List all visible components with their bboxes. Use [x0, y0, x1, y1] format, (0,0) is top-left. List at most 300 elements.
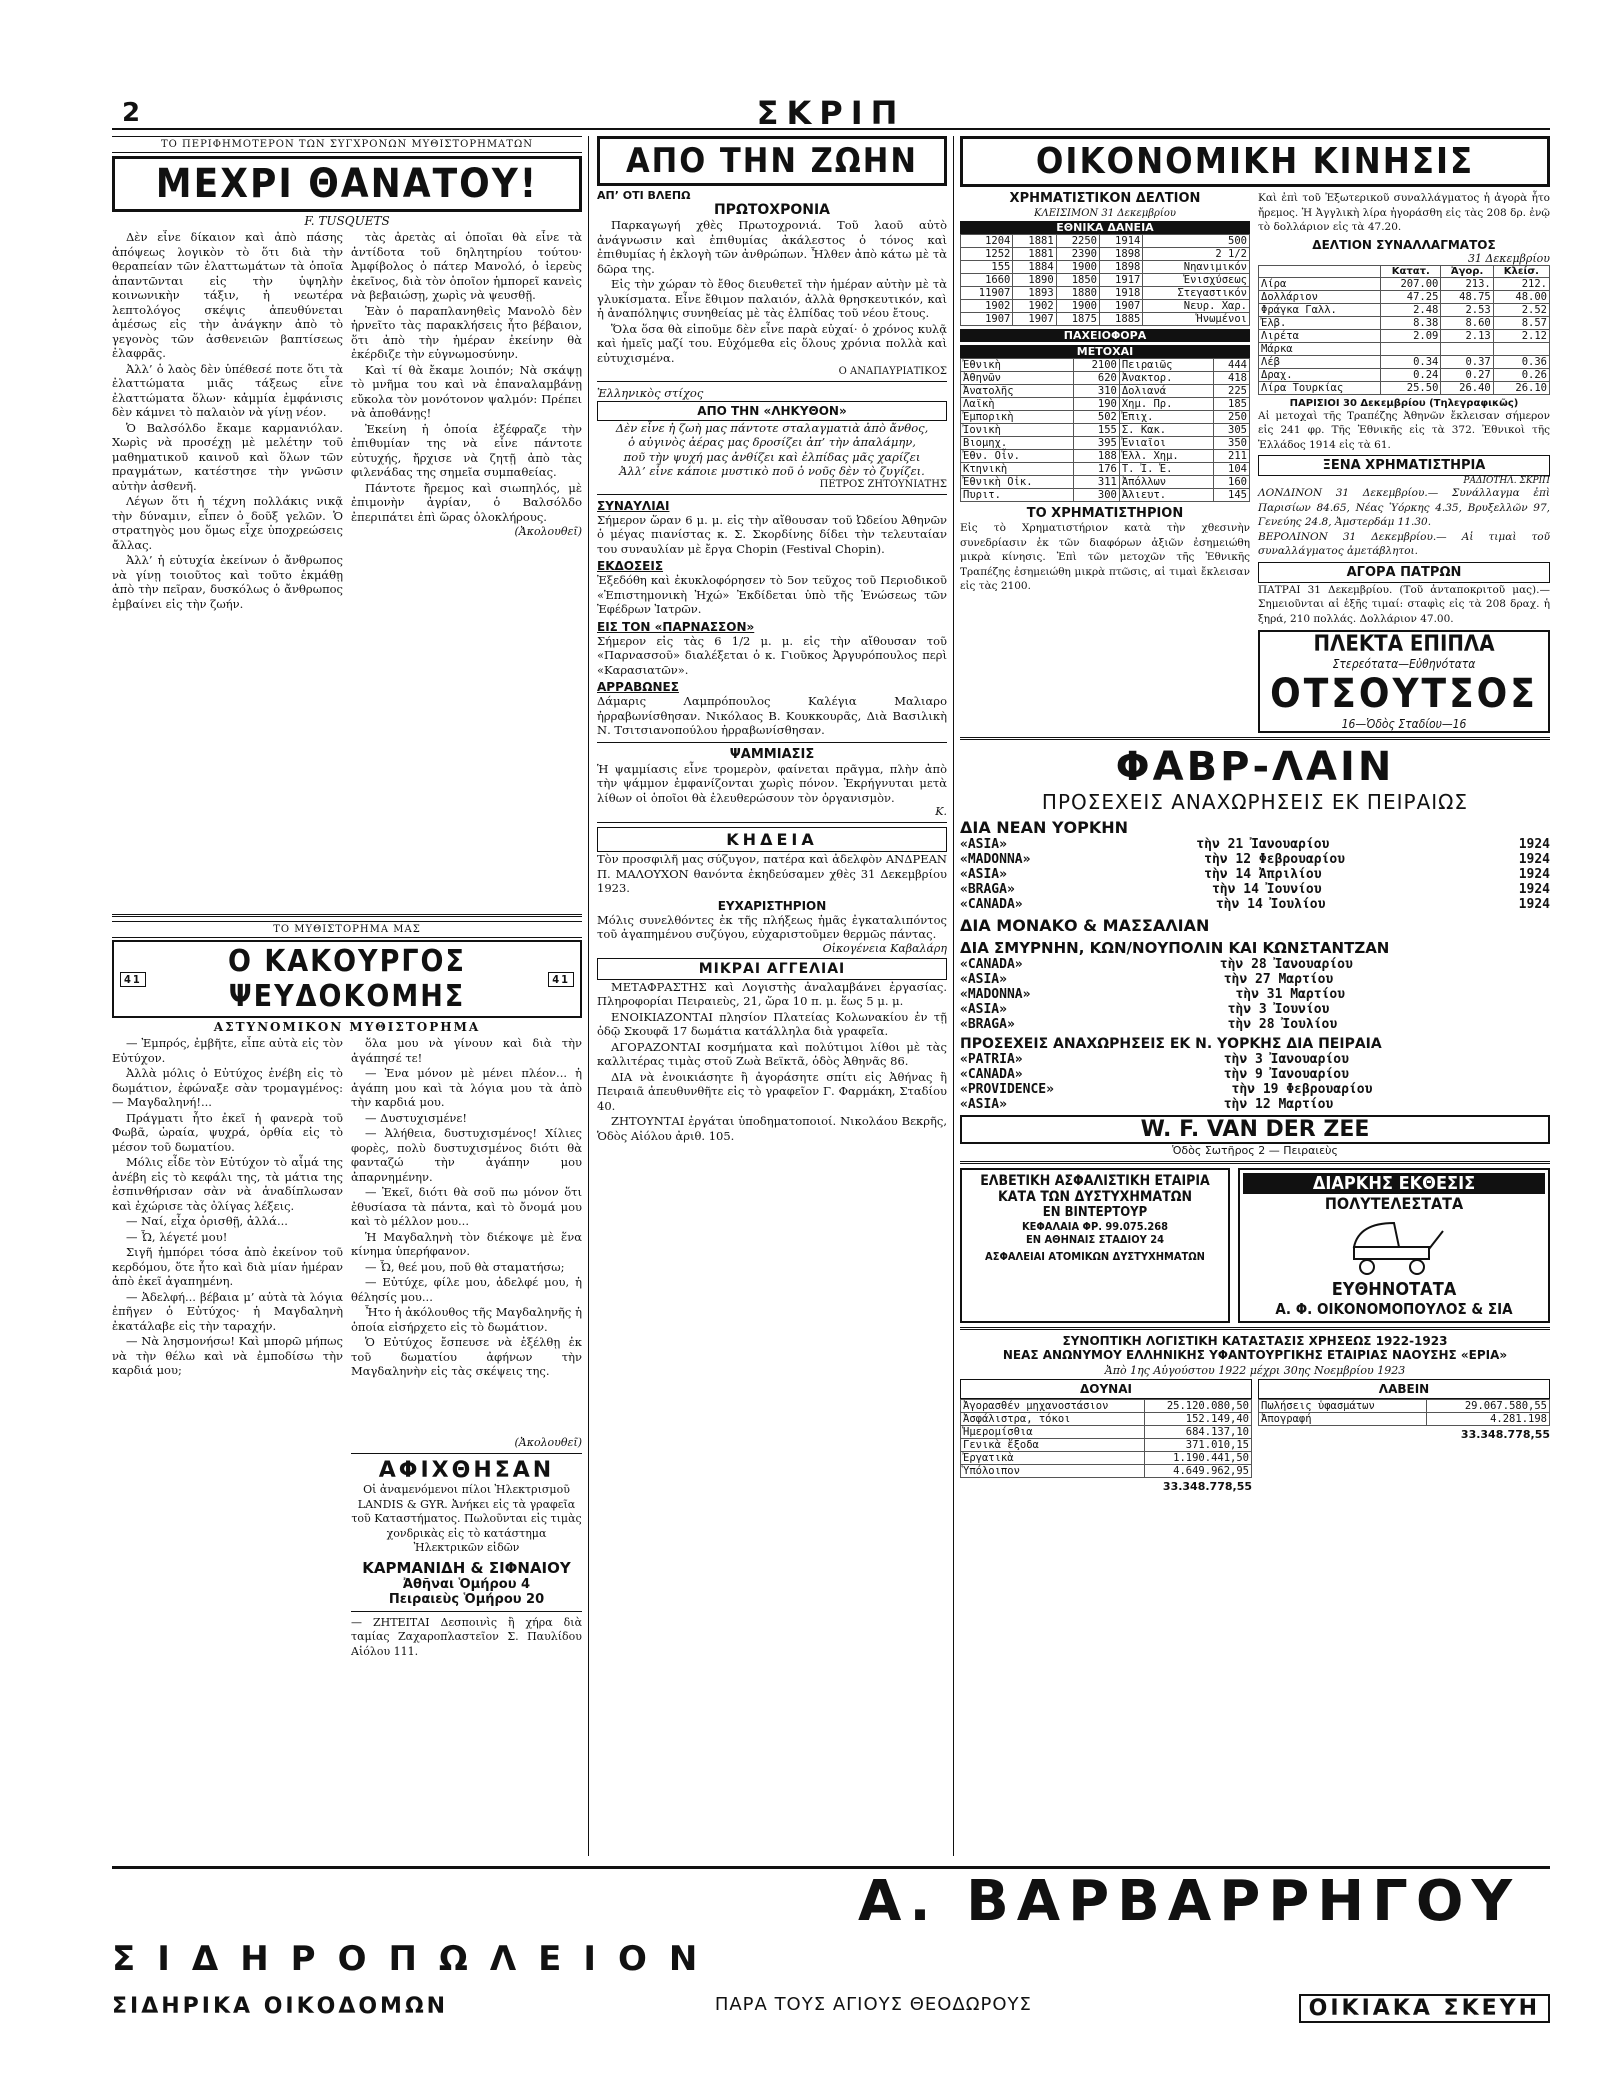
- credit-row: [1259, 1413, 1550, 1426]
- paragraph: Ἦτο ἡ ἀκόλουθος τῆς Μαγδαληνῆς ἡ ὁποία εἰσήρχετο εἰς τὸ δωμάτιον.: [351, 1305, 582, 1334]
- fx-row: [1259, 290, 1550, 303]
- balance-firm: ΝΕΑΣ ΑΝΩΝΥΜΟΥ ΕΛΛΗΝΙΚΗΣ ΥΦΑΝΤΟΥΡΓΙΚΗΣ ΕΤΑΙΡΙΑΣ ΝΑΟΥΣΗΣ «ΕΡΙΑ»: [1002, 1348, 1508, 1362]
- fx-table: [1258, 265, 1550, 395]
- table-cell: 311: [1073, 476, 1119, 489]
- table-cell: 2.09: [1381, 329, 1441, 342]
- debit-row: [961, 1426, 1252, 1439]
- newspaper-page: [112, 96, 1550, 2046]
- fx-row: [1259, 368, 1550, 381]
- table-cell: 8.60: [1441, 316, 1493, 329]
- fx-intro: Καὶ ἐπὶ τοῦ Ἐξωτερικοῦ συναλλάγματος ἡ ἀγορὰ ἦτο ἤρεμος. Ἡ Ἀγγλικὴ λίρα ἠγοράσθη εἰς τὰς 208 δρ. ἐνῷ τὸ δολλάριον εἰς τὰ 47.20.: [1258, 192, 1550, 233]
- market-title: ΤΟ ΧΡΗΜΑΤΙΣΤΗΡΙΟΝ: [1026, 506, 1184, 521]
- paragraph: Ἀλλ’ ἡ εὐτυχία ἐκείνων ὁ ἄνθρωπος νὰ γίνῃ τοιοῦτος καὶ τοῦτο ἐκμάθῃ ἀπὸ τὴν πεῖραν, δυσκόλως ὁ ἄνθρωπος ἐμβαίνει εἰς τὴν ζωήν.: [112, 553, 343, 611]
- loans-row: [961, 313, 1250, 326]
- table-cell: Ἐθνικὴ: [961, 359, 1074, 372]
- table-cell: 2.12: [1493, 329, 1549, 342]
- paragraph: — Ἀδελφή... βέβαια μ’ αὐτὰ τὰ λόγια ἐπῆγεν ὁ Εὐτύχος· ἡ Μαγδαληνὴ ἐκατάλαβε εἰς τὴν ταραχήν.: [112, 1289, 343, 1333]
- table-cell: 1875: [1056, 313, 1099, 326]
- shipping-ad: [960, 744, 1550, 1157]
- ironmonger-left: ΣΙΔΗΡΙΚΑ ΟΙΚΟΔΟΜΩΝ: [112, 1994, 449, 2019]
- insurance-title: ΕΛΒΕΤΙΚΗ ΑΣΦΑΛΙΣΤΙΚΗ ΕΤΑΙΡΙΑ: [980, 1173, 1210, 1189]
- table-cell: 25.120.080,50: [1145, 1400, 1252, 1413]
- credit-total: 33.348.778,55: [1460, 1428, 1550, 1441]
- table-cell: 26.40: [1441, 381, 1493, 394]
- sailing-row: [960, 867, 1550, 882]
- credit-row: [1259, 1400, 1550, 1413]
- table-cell: 684.137,10: [1145, 1426, 1252, 1439]
- serial-continued: (Ἀκολουθεῖ): [514, 1436, 582, 1449]
- fx-row: [1259, 277, 1550, 290]
- loans-row: [961, 287, 1250, 300]
- arrivals-address-1: Ἀθῆναι Ὁμήρου 4: [402, 1576, 531, 1592]
- route-monaco: ΔΙΑ ΜΟΝΑΚΟ & ΜΑΣΣΑΛΙΑΝ: [960, 916, 1210, 935]
- balance-sheet: [960, 1334, 1550, 1493]
- serial-body: [112, 1036, 582, 1676]
- ironmonger-firm: Α. ΒΑΡΒΑΡΡΗΓΟΥ: [858, 1869, 1520, 1934]
- shares-row: [961, 437, 1250, 450]
- table-cell: Ἐνιαῖοι: [1119, 437, 1213, 450]
- table-cell: Πυριτ.: [961, 489, 1074, 502]
- serial-title: Ο ΚΑΚΟΥΡΓΟΣ ΨΕΥΔΟΚΟΜΗΣ: [228, 944, 466, 1014]
- feature-author: F. TUSQUETS: [304, 214, 390, 228]
- paragraph: Ὁ Βαλσόλδο ἔκαμε καρμανιόλαν. Χωρὶς νὰ προσέχῃ μὲ μελέτην τοῦ μαθηματικοῦ καινοῦ καὶ ὅλων τῶν πραγμάτων, κατέστησε τὴν γνῶσιν αὐτὴν ἀσθενῆ.: [112, 420, 343, 493]
- sailing-list-from-new-york: [960, 1052, 1550, 1112]
- table-cell: 8.57: [1493, 316, 1549, 329]
- table-cell: 305: [1213, 424, 1249, 437]
- table-header: Ἀγορ.: [1441, 265, 1493, 277]
- shares-row: [961, 463, 1250, 476]
- furniture-title: ΠΛΕΚΤΑ ΕΠΙΠΛΑ: [1313, 632, 1495, 657]
- masthead: [112, 96, 1550, 130]
- paragraph: Παρκαγωγή χθὲς Πρωτοχρονιά. Τοῦ λαοῦ αὐτὸ ἀνάγνωσιν καὶ ἐπιθυμίας ἀκάλεστος ὁ τόνος καὶ ἐπιθυμίας ἡ ἐκλογὴ τῶν ἀνθρώπων. Ἦλθεν ἀπὸ κάτω μὲ τὰ δῶρα της.: [597, 218, 947, 276]
- arrivals-address-2: Πειραιεὺς Ὁμήρου 20: [388, 1591, 545, 1607]
- loans-table: [960, 234, 1250, 326]
- patras-title: ΑΓΟΡΑ ΠΑΤΡΩΝ: [1258, 562, 1550, 583]
- shipping-agent: W. F. VAN DER ZEE: [960, 1115, 1550, 1144]
- credit-table: [1258, 1399, 1550, 1426]
- exhibition-sub: ΠΟΛΥΤΕΛΕΣΤΑΤΑ: [1324, 1194, 1464, 1213]
- table-cell: 1907: [1100, 300, 1143, 313]
- shares-row: [961, 424, 1250, 437]
- table-cell: 4.281.198: [1426, 1413, 1549, 1426]
- paragraph: Μόλις εἶδε τὸν Εὐτύχον τὸ αἷμά της ἀνέβη εἰς τὸ κεφάλι της, τὰ μάτια της ἐσπινθήρισαν σὰν νὰ ἀναδίπλωσαν καὶ ἐχώρισε τὰς ὀλίγας λέξεις.: [112, 1155, 343, 1213]
- sailing-field: τὴν 12 Μαρτίου: [1223, 1097, 1334, 1112]
- table-cell: 0.24: [1381, 368, 1441, 381]
- paragraph: Πάντοτε ἤρεμος καὶ σιωπηλός, μὲ ἐπιμονὴν ἀγρίαν, ὁ Βαλσόλδο ἐπεριπάτει ἐπὶ ὥρας ὁλοκλήρους.: [351, 480, 582, 524]
- wanted-ad: — ΖΗΤΕΙΤΑΙ Δεσποινὶς ἢ χήρα διὰ ταμίας Ζαχαροπλαστεῖον Σ. Παυλίδου Αἰόλου 111.: [351, 1615, 582, 1658]
- shares-row: [961, 359, 1250, 372]
- table-cell: Ἐθν. Οἶν.: [961, 450, 1074, 463]
- table-cell: Ἐμπορικὴ: [961, 411, 1074, 424]
- paragraph: Πράγματι ἦτο ἐκεῖ ἡ φανερὰ τοῦ Φωβᾶ, ὡραία, ψυχρά, ὀρθία εἰς τὸ μέσον τοῦ δωματίου.: [112, 1110, 343, 1154]
- stock-date: ΚΛΕΙΣΙΜΟΝ 31 Δεκεμβρίου: [1034, 208, 1176, 219]
- sailing-field: «CANADA»: [960, 957, 1023, 972]
- paragraph: — Ὦ, λέγετέ μου!: [126, 1229, 228, 1244]
- paragraph: — Εὐτύχε, φίλε μου, ἀδελφέ μου, ἡ θέλησίς μου...: [351, 1275, 582, 1304]
- table-cell: 155: [1073, 424, 1119, 437]
- table-cell: 502: [1073, 411, 1119, 424]
- table-cell: [1441, 342, 1493, 355]
- loans-row: [961, 274, 1250, 287]
- table-cell: 444: [1213, 359, 1249, 372]
- paragraph: — Δυστυχισμένε!: [365, 1110, 467, 1125]
- table-cell: 1898: [1100, 261, 1143, 274]
- exhibition-title: ΔΙΑΡΚΗΣ ΕΚΘΕΣΙΣ: [1243, 1173, 1545, 1194]
- table-cell: 2.52: [1493, 303, 1549, 316]
- sailing-row: [960, 852, 1550, 867]
- shares-table: [960, 358, 1250, 502]
- table-cell: 1884: [1013, 261, 1056, 274]
- insurance-footer: ΑΣΦΑΛΕΙΑΙ ΑΤΟΜΙΚΩΝ ΔΥΣΤΥΧΗΜΑΤΩΝ: [985, 1250, 1205, 1263]
- sailing-field: «PATRIA»: [960, 1052, 1023, 1067]
- fx-row: [1259, 329, 1550, 342]
- ironmonger-kind: ΣΙΔΗΡΟΠΩΛΕΙΟΝ: [112, 1939, 720, 1979]
- shipping-title: ΦΑΒΡ-ΛΑΙΝ: [1115, 744, 1395, 790]
- table-cell: 26.10: [1493, 381, 1549, 394]
- sailing-field: τὴν 19 Φεβρουαρίου: [1231, 1082, 1373, 1097]
- economy-top: [960, 191, 1550, 733]
- table-cell: 1900: [1056, 300, 1099, 313]
- table-cell: Κτηνικὴ: [961, 463, 1074, 476]
- berlin-text: ΒΕΡΟΛΙΝΟΝ 31 Δεκεμβρίου.— Αἱ τιμαὶ τοῦ συναλλάγματος ἀμετάβλητοι.: [1258, 530, 1550, 557]
- table-cell: Ἰονικὴ: [961, 424, 1074, 437]
- ironmonger-footer: [112, 1994, 1550, 2023]
- serial-kicker: ΤΟ ΜΥΘΙΣΤΟΡΗΜΑ ΜΑΣ: [112, 921, 582, 938]
- paragraph: Καὶ τί θὰ ἔκαμε λοιπόν; Νὰ σκάψῃ τὸ μνῆμα του καὶ νὰ ἐπαναλαμβάνῃ εὔκολα τὸν μονότονον ψαλμόν: Πρέπει νὰ ἀποθάνῃς!: [351, 362, 582, 420]
- sailing-field: 1924: [1518, 867, 1550, 882]
- table-cell: 2390: [1056, 248, 1099, 261]
- table-header: Κατατ.: [1381, 265, 1441, 277]
- sailing-field: τὴν 9 Ἰανουαρίου: [1223, 1067, 1349, 1082]
- table-cell: Ἐθνικὴ Οἰκ.: [961, 476, 1074, 489]
- funeral-text: Τὸν προσφιλῆ μας σύζυγον, πατέρα καὶ ἀδελφὸν ΑΝΔΡΕΑΝ Π. ΜΑΛΟΥΧΟΝ θανόντα ἐκηδεύσαμεν χθὲς 31 Δεκεμβρίου 1923.: [597, 852, 947, 895]
- table-cell: Λίρα Τουρκίας: [1259, 381, 1381, 394]
- paragraph: — Ναί, εἶχα ὀρισθῇ, ἀλλά...: [126, 1214, 288, 1228]
- table-cell: 48.00: [1493, 290, 1549, 303]
- shares-row: [961, 385, 1250, 398]
- paragraph: — Ἐμπρός, ἐμβῆτε, εἶπε αὐτὰ εἰς τὸν Εὐτύχον.: [112, 1036, 343, 1065]
- foreign-title: ΞΕΝΑ ΧΡΗΜΑΤΙΣΤΗΡΙΑ: [1258, 455, 1550, 476]
- foreign-source: ΡΑΔΙΟΤΗΛ. ΣΚΡΙΠ: [1463, 476, 1550, 486]
- table-cell: 1902: [1013, 300, 1056, 313]
- sailing-field: τὴν 21 Ἰανουαρίου: [1196, 837, 1330, 852]
- shares-row: [961, 411, 1250, 424]
- balance-columns: [960, 1379, 1550, 1493]
- table-cell: 2100: [1073, 359, 1119, 372]
- table-cell: 1907: [1013, 313, 1056, 326]
- poem-line: ποῦ τὴν ψυχή μας ἀνθίζει καὶ ἐλπίδας μᾶς χαρίζει: [623, 449, 921, 464]
- table-cell: 1893: [1013, 287, 1056, 300]
- table-cell: 155: [961, 261, 1013, 274]
- table-cell: Ἀπόλλων: [1119, 476, 1213, 489]
- continued-note: (Ἀκολουθεῖ): [514, 525, 582, 538]
- feature-left-text: [112, 230, 343, 910]
- table-cell: 152.149,40: [1145, 1413, 1252, 1426]
- table-cell: 160: [1213, 476, 1249, 489]
- loans-row: [961, 300, 1250, 313]
- table-cell: Ἡμερομίσθια: [961, 1426, 1145, 1439]
- paragraph: Ἀλλ’ ὁ λαὸς δὲν ὑπέθεσέ ποτε ὅτι τὰ ἐλαττώματα μιᾶς τάξεως εἶνε ἐλαττώματα ὅλων· κἀμμία ἐμφάνισις δὲν κάμνει τὸ παλαιὸν νὰ γίνῃ νέον.: [112, 361, 343, 419]
- ironmonger-ad: [112, 1866, 1550, 2046]
- market-text: Εἰς τὸ Χρηματιστήριον κατὰ τὴν χθεσινὴν συνεδρίασιν ἐκ τῶν διαφόρων ἀξιῶν ἐσημειώθη μικρὰ κίνησις. Ἐπὶ τῶν μετοχῶν τῆς Ἐθνικῆς Τραπέζης ἐσημειώθη μικρὰ πτῶσις, αἱ τιμαὶ ἔκλεισαν εἰς τὰς 2100.: [960, 522, 1250, 592]
- thanks-text: Μόλις συνελθόντες ἐκ τῆς πλήξεως ἡμᾶς ἐγκαταλιπόντος τοῦ ἀγαπημένου συζύγου, εὐχαριστοῦμεν θερμῶς πάντας.: [597, 912, 947, 941]
- table-cell: 225: [1213, 385, 1249, 398]
- table-cell: Νηανιμικόν: [1143, 261, 1250, 274]
- table-cell: [1381, 342, 1441, 355]
- loans-title: ΕΘΝΙΚΑ ΔΑΝΕΙΑ: [960, 221, 1250, 234]
- table-cell: 176: [1073, 463, 1119, 476]
- exhibition-ad: [1238, 1168, 1550, 1323]
- debit-total-row: [960, 1480, 1252, 1493]
- paragraph: Ὅλα ὅσα θὰ εἰποῦμε δὲν εἶνε παρὰ εὐχαί· ὁ χρόνος κυλᾷ καὶ ἡμεῖς μαζί του. Εὐχόμεθα εἰς ὅλους χρόνια πολλὰ καὶ εὐτυχισμένα.: [597, 321, 947, 365]
- table-cell: Ἀνατολῆς: [961, 385, 1074, 398]
- paragraph: — Ἀλήθεια, δυστυχισμένος! Χίλιες φορὲς, πολὺ δυστυχισμένος διότι θὰ φανταζώ τὴν ἀγάπην μου ἀπαρνημένην.: [351, 1126, 582, 1184]
- sailing-field: «ASIA»: [960, 1097, 1007, 1112]
- sailing-field: 1924: [1518, 897, 1550, 912]
- table-cell: 185: [1213, 398, 1249, 411]
- poem-title: ΑΠΟ ΤΗΝ «ΛΗΚΥΘΟΝ»: [597, 401, 947, 421]
- poem-line: ὁ αὐγινὸς ἀέρας μας δροσίζει ἀπ’ τὴν ἀπαλάμην,: [628, 435, 916, 449]
- insurance-sub: ΚΑΤΑ ΤΩΝ ΔΥΣΤΥΧΗΜΑΤΩΝ: [997, 1189, 1193, 1205]
- patras-text: ΠΑΤΡΑΙ 31 Δεκεμβρίου. (Τοῦ ἀνταποκριτοῦ μας).— Σημειοῦνται αἱ ἑξῆς τιμαί: σταφὶς εἰς τὰ 208 δραχ. ἡ ξηρά, 210 πολλάς. Δολλάριον 47.00.: [1258, 583, 1550, 625]
- table-cell: 0.27: [1441, 368, 1493, 381]
- table-cell: 8.38: [1381, 316, 1441, 329]
- balance-title: ΣΥΝΟΠΤΙΚΗ ΛΟΓΙΣΤΙΚΗ ΚΑΤΑΣΤΑΣΙΣ ΧΡΗΣΕΩΣ 1922-1923: [1062, 1334, 1448, 1348]
- paragraph: ὅλα μου νὰ γίνουν καὶ διὰ τὴν ἀγάπησέ τε!: [351, 1036, 582, 1065]
- column-divider: [588, 136, 589, 1856]
- debit-row: [961, 1413, 1252, 1426]
- paragraph: Ὁ Εὐτύχος ἔσπευσε νὰ ἐξέλθῃ ἐκ τοῦ δωματίου ἀφήνων τὴν Μαγδαληνὴν εἰς τὰς σκέψεις της.: [351, 1335, 582, 1378]
- table-cell: 1252: [961, 248, 1013, 261]
- paragraph: Ἀλλὰ μόλις ὁ Εὐτύχος ἐνέβη εἰς τὸ δωμάτιον, ἐφώναξε σὰν τρομαγμένος: — Μαγδαληνή!...: [112, 1066, 343, 1109]
- table-cell: 0.36: [1493, 355, 1549, 368]
- sailing-field: «CANADA»: [960, 897, 1023, 912]
- table-cell: 1917: [1100, 274, 1143, 287]
- life-body: [597, 218, 947, 365]
- paragraph: Εἰς τὴν χώραν τὸ ἔθος διευθετεῖ τὴν ἡμέραν αὐτὴν μὲ τὰ γλυκίσματα. Εἶνε ἔθιμον παλαιόν, ἀλλὰ θρησκευτικόν, καὶ ἡ ἀναπόληψις συνηθείας μὲ τὰς ἐλπίδας τοῦ νέου ἔτους.: [597, 277, 947, 320]
- stock-bulletin: [960, 191, 1250, 733]
- table-cell: 0.26: [1493, 368, 1549, 381]
- shipping-agent-address: Ὁδὸς Σωτῆρος 2 — Πειραιεὺς: [1172, 1144, 1338, 1157]
- paris-text: Αἱ μετοχαὶ τῆς Τραπέζης Ἀθηνῶν ἔκλεισαν σήμερον εἰς 241 φρ. Τῆς Ἐθνικῆς εἰς τὰ 372. Ἐθνικοὶ τῆς Ἑλλάδος 1914 εἰς τὰ 61.: [1258, 409, 1550, 451]
- arrivals-firm: ΚΑΡΜΑΝΙΔΗ & ΣΙΦΝΑΙΟΥ: [362, 1558, 571, 1577]
- sailing-field: «PROVIDENCE»: [960, 1082, 1054, 1097]
- debit-total: 33.348.778,55: [1162, 1480, 1252, 1493]
- serial-title-box: [112, 940, 582, 1018]
- table-header: [1259, 265, 1381, 277]
- column-middle: [597, 136, 947, 1856]
- table-cell: Τ. Ἰ. Ἑ.: [1119, 463, 1213, 476]
- route-new-york: ΔΙΑ ΝΕΑΝ ΥΟΡΚΗΝ: [960, 818, 1129, 837]
- sailing-field: «BRAGA»: [960, 1017, 1015, 1032]
- table-cell: 2.48: [1381, 303, 1441, 316]
- furniture-address: 16—Ὁδὸς Σταδίου—16: [1341, 717, 1467, 731]
- sailing-field: «ASIA»: [960, 972, 1007, 987]
- paragraph: Δὲν εἶνε δίκαιον καὶ ἀπὸ πάσης ἀπόψεως λογικὸν τὸ ὅτι διὰ τὴν θεραπείαν τῶν ἐλαττωμάτων τὰ ὁποῖα ἀπαντῶνται εἰς τὴν ὑψηλὴν κοινωνικὴν τάξιν, ἡ νεωτέρα λεπτολόγος σκέψις ἀπευθύνεται ἀμέσως εἰς τὴν ἀνάγκην ἀπὸ τὸ γεγονὸς τῶν ἀσθενειῶν βαπτίσεως ἐλαφρᾶς.: [112, 230, 343, 360]
- table-cell: Ἑνισχύσεως: [1143, 274, 1250, 287]
- sailing-list-smyrna: [960, 957, 1550, 1032]
- table-cell: [1493, 342, 1549, 355]
- sailing-field: τὴν 28 Ἰουλίου: [1227, 1017, 1338, 1032]
- paragraph: Σιγῆ ἡμπόρει τόσα ἀπὸ ἐκείνον τοῦ κερδόμου, ὅτε ἦτο καὶ διὰ μίαν ἡμέραν ἀπὸ ἐκεῖ ἀγαπημένη.: [112, 1245, 343, 1288]
- stock-title: ΧΡΗΜΑΤΙΣΤΙΚΟΝ ΔΕΛΤΙΟΝ: [1009, 191, 1201, 206]
- insurance-address: ΕΝ ΑΘΗΝΑΙΣ ΣΤΑΔΙΟΥ 24: [1026, 1233, 1164, 1246]
- life-subhead: ΠΡΩΤΟΧΡΟΝΙΑ: [713, 202, 831, 218]
- sailing-field: «MADONNA»: [960, 852, 1031, 867]
- ironmonger-right: ΟΙΚΙΑΚΑ ΣΚΕΥΗ: [1299, 1994, 1550, 2023]
- table-cell: Ἀπογραφή: [1259, 1413, 1427, 1426]
- sailing-field: τὴν 3 Ἰανουαρίου: [1223, 1052, 1349, 1067]
- serial-left-text: [112, 1036, 343, 1676]
- sailing-row: [960, 897, 1550, 912]
- table-cell: Μάρκα: [1259, 342, 1381, 355]
- serial-number: 41: [120, 972, 146, 987]
- classified-item: ΖΗΤΟΥΝΤΑΙ ἐργάται ὑποδηματοποιοί. Νικολάου Βεκρῆς, Ὁδὸς Αἰόλου ἀριθ. 105.: [597, 1114, 947, 1143]
- sailing-row: [960, 837, 1550, 852]
- lower-ads: [960, 1168, 1550, 1323]
- ironmonger-middle: ΠΑΡΑ ΤΟΥΣ ΑΓΙΟΥΣ ΘΕΟΔΩΡΟΥΣ: [714, 1994, 1032, 2015]
- pram-icon: [1339, 1217, 1449, 1275]
- table-cell: 250: [1213, 411, 1249, 424]
- table-cell: Ὑπόλοιπον: [961, 1465, 1145, 1478]
- feature-right-text: [351, 230, 582, 910]
- poem-line: Δὲν εἶνε ἡ ζωὴ μας πάντοτε σταλαγματιὰ ἀπὸ ἄνθος,: [615, 420, 929, 435]
- paragraph: Ἡ Μαγδαληνὴ τὸν διέκοψε μὲ ἕνα κίνημα ὑπερήφανον.: [351, 1229, 582, 1258]
- table-cell: Ἀνακτορ.: [1119, 372, 1213, 385]
- sailing-field: «MADONNA»: [960, 987, 1031, 1002]
- table-cell: Χημ. Πρ.: [1119, 398, 1213, 411]
- insurance-capital: ΚΕΦΑΛΑΙΑ ΦΡ. 99.075.268: [1021, 1220, 1169, 1233]
- poem-line: Ἀλλ’ εἶνε κάποιε μυστικὸ ποῦ ὁ νοῦς δὲν τὸ ζυγίζει.: [619, 464, 925, 478]
- engagements-text: Δάμαρις Λαμπρόπουλος Καλέγια Μαλιαρο ἠρραβωνίσθησαν. Νικόλαος Β. Κουκκουρᾶς, Διὰ Βασιλικὴ Ν. Τσιτσιανοπούλου ἠρραβωνίσθησαν.: [597, 694, 947, 737]
- sailing-field: τὴν 14 Ἀπριλίου: [1204, 867, 1322, 882]
- sailing-field: «CANADA»: [960, 1067, 1023, 1082]
- thanks-signature: Οἰκογένεια Καβαλάρη: [822, 941, 947, 955]
- table-cell: 2.53: [1441, 303, 1493, 316]
- debit-row: [961, 1439, 1252, 1452]
- table-cell: 213.: [1441, 277, 1493, 290]
- column-right: [960, 136, 1550, 1856]
- table-cell: Ἐπιχ.: [1119, 411, 1213, 424]
- serial-subtitle: ΑΣΤΥΝΟΜΙΚΟΝ ΜΥΘΙΣΤΟΡΗΜΑ: [213, 1020, 481, 1034]
- sailing-row: [960, 1082, 1550, 1097]
- table-cell: Ἐλβ.: [1259, 316, 1381, 329]
- sailing-row: [960, 987, 1550, 1002]
- table-cell: 212.: [1493, 277, 1549, 290]
- exhibition-cheap: ΕΥΘΗΝΟΤΑΤΑ: [1331, 1279, 1457, 1300]
- feature-kicker: ΤΟ ΠΕΡΙΦΗΜΟΤΕΡΟΝ ΤΩΝ ΣΥΓΧΡΟΝΩΝ ΜΥΘΙΣΤΟΡΗΜΑΤΩΝ: [112, 136, 582, 153]
- table-cell: 207.00: [1381, 277, 1441, 290]
- sailing-field: «ASIA»: [960, 837, 1007, 852]
- table-cell: 47.25: [1381, 290, 1441, 303]
- table-cell: Στεγαστικόν: [1143, 287, 1250, 300]
- sailing-field: 1924: [1518, 852, 1550, 867]
- route-smyrna: ΔΙΑ ΣΜΥΡΝΗΝ, ΚΩΝ/ΝΟΥΠΟΛΙΝ ΚΑΙ ΚΩΝΣΤΑΝΤΖΑΝ: [960, 939, 1390, 957]
- insurance-ad: [960, 1168, 1230, 1323]
- table-cell: Λέβ: [1259, 355, 1381, 368]
- table-cell: Φράγκα Γαλλ.: [1259, 303, 1381, 316]
- paragraph: — Νὰ λησμονήσω! Καὶ μπορῶ μήπως νὰ τὴν θέλω καὶ νὰ ἐμποδίσω τὴν καρδιά μου;: [112, 1334, 343, 1377]
- fx-row: [1259, 381, 1550, 394]
- debit-table: [960, 1399, 1252, 1478]
- foreign-text: ΛΟΝΔΙΝΟΝ 31 Δεκεμβρίου.— Συνάλλαγμα ἐπὶ Παρισίων 84.65, Νέας Ὑόρκης 4.35, Βρυξελλῶν 97, Γενεύης 24.8, Ἀμστερδάμ 11.30.: [1258, 487, 1550, 528]
- table-cell: 0.34: [1381, 355, 1441, 368]
- sailing-row: [960, 882, 1550, 897]
- credit-title: ΛΑΒΕΙΝ: [1258, 1379, 1550, 1399]
- table-cell: Ἀθηνῶν: [961, 372, 1074, 385]
- table-cell: 1881: [1013, 248, 1056, 261]
- table-cell: Ἀγορασθέν μηχανοστάσιον: [961, 1400, 1145, 1413]
- table-cell: Δραχ.: [1259, 368, 1381, 381]
- table-cell: 395: [1073, 437, 1119, 450]
- table-cell: Λαϊκὴ: [961, 398, 1074, 411]
- table-cell: 2250: [1056, 235, 1099, 248]
- exhibition-firm: Α. Φ. ΟΙΚΟΝΟΜΟΠΟΥΛΟΣ & ΣΙΑ: [1275, 1300, 1513, 1318]
- table-cell: 371.010,15: [1145, 1439, 1252, 1452]
- shipping-sub: ΠΡΟΣΕΧΕΙΣ ΑΝΑΧΩΡΗΣΕΙΣ ΕΚ ΠΕΙΡΑΙΩΣ: [1041, 790, 1469, 814]
- column-divider: [953, 136, 954, 1856]
- classified-list: [597, 980, 947, 1144]
- psammiasis-text: Ἡ ψαμμίασις εἶνε τρομερὸν, φαίνεται πρᾶγμα, πλὴν ἀπὸ τὴν ψάμμον ἐμφανίζονται χωρὶς πόνον. Ἐκρήγνυται μετὰ λίθων οἱ ὁποῖοι θὰ ἐλευθερώσουν τὸν ὀργανισμὸν.: [597, 761, 947, 805]
- table-cell: 29.067.580,55: [1426, 1400, 1549, 1413]
- fx-area: [1258, 191, 1550, 733]
- sailing-field: «BRAGA»: [960, 882, 1015, 897]
- table-cell: Γενικὰ ἔξοδα: [961, 1439, 1145, 1452]
- table-cell: 25.50: [1381, 381, 1441, 394]
- shares-row: [961, 489, 1250, 502]
- shares-title: ΜΕΤΟΧΑΙ: [960, 345, 1250, 358]
- paragraph: — Ἐκεῖ, διότι θὰ σοῦ πω μόνον ὅτι ἐθυσίασα τὰ πάντα, καὶ τὸ ὄνομά μου καὶ τὸ μέλλον μου...: [351, 1185, 582, 1228]
- publications-title: ΕΚΔΟΣΕΙΣ: [597, 559, 664, 573]
- table-cell: 0.37: [1441, 355, 1493, 368]
- bonds-title: ΠΑΧΕΙΟΦΟΡΑ: [960, 329, 1250, 342]
- feature-title: ΜΕΧΡΙ ΘΑΝΑΤΟΥ!: [112, 156, 582, 212]
- table-cell: 145: [1213, 489, 1249, 502]
- debit-row: [961, 1400, 1252, 1413]
- serial-right: [351, 1036, 582, 1676]
- poem-lead: Ἑλληνικὸς στίχος: [597, 386, 704, 400]
- table-cell: Ἐργατικὰ: [961, 1452, 1145, 1465]
- table-cell: 1902: [961, 300, 1013, 313]
- classified-item: ΔΙΑ νὰ ἐνοικιάσητε ἢ ἀγοράσητε σπίτι εἰς Ἀθήνας ἢ Πειραιᾶ ἀπευθυνθῆτε εἰς τὸ γραφεῖον Γ. Φαρμάκη, Σταδίου 40.: [597, 1069, 947, 1113]
- credit-total-row: [1258, 1428, 1550, 1441]
- life-title: ΑΠΟ ΤΗΝ ΖΩΗΝ: [597, 136, 947, 186]
- sailing-field: τὴν 27 Μαρτίου: [1223, 972, 1334, 987]
- sailing-field: τὴν 3 Ἰουνίου: [1227, 1002, 1330, 1017]
- table-cell: Πειραιῶς: [1119, 359, 1213, 372]
- life-section: ΑΠ’ ΟΤΙ ΒΛΕΠΩ: [597, 189, 691, 202]
- furniture-ad: [1258, 630, 1550, 733]
- sailing-field: τὴν 12 Φεβρουαρίου: [1204, 852, 1346, 867]
- table-cell: 11907: [961, 287, 1013, 300]
- table-cell: 1914: [1100, 235, 1143, 248]
- parnassos-text: Σήμερον εἰς τὰς 6 1/2 μ. μ. εἰς τὴν αἴθουσαν τοῦ «Παρνασσοῦ» διαλέξεται ὁ κ. Γιοῦκος Ἀργυρόπουλος περὶ «Καρασιατῶν».: [597, 633, 947, 677]
- table-cell: 1660: [961, 274, 1013, 287]
- page-number: 2: [122, 98, 141, 128]
- sailing-field: «ASIA»: [960, 1002, 1007, 1017]
- table-cell: 1881: [1013, 235, 1056, 248]
- shares-row: [961, 450, 1250, 463]
- table-cell: 2 1/2: [1143, 248, 1250, 261]
- psammiasis-title: ΨΑΜΜΙΑΣΙΣ: [729, 746, 815, 762]
- balance-period: Ἀπὸ 1ης Αὐγούστου 1922 μέχρι 30ης Νοεμβρίου 1923: [1104, 1364, 1406, 1377]
- table-cell: Ἀσφάλιστρα, τόκοι: [961, 1413, 1145, 1426]
- psammiasis-signature: Κ.: [935, 805, 947, 818]
- paragraph: — Ἐνα μόνον μὲ μένει πλέον... ἡ ἀγάπη μου καὶ τὰ λόγια μου τὰ ἀπὸ τὴν καρδιά μου.: [351, 1066, 582, 1109]
- paragraph: — Ὦ, θεέ μου, ποῦ θὰ σταματήσω;: [365, 1259, 565, 1274]
- meetings-text: Σήμερον ὥραν 6 μ. μ. εἰς τὴν αἴθουσαν τοῦ Ὠδείου Ἀθηνῶν ὁ μέγας πιανίστας κ. Σ. Σκορδίνης δίδει τὴν τελευταίαν του συναυλίαν μὲ ἔργα Chopin (Festival Chopin).: [597, 512, 947, 556]
- table-cell: 418: [1213, 372, 1249, 385]
